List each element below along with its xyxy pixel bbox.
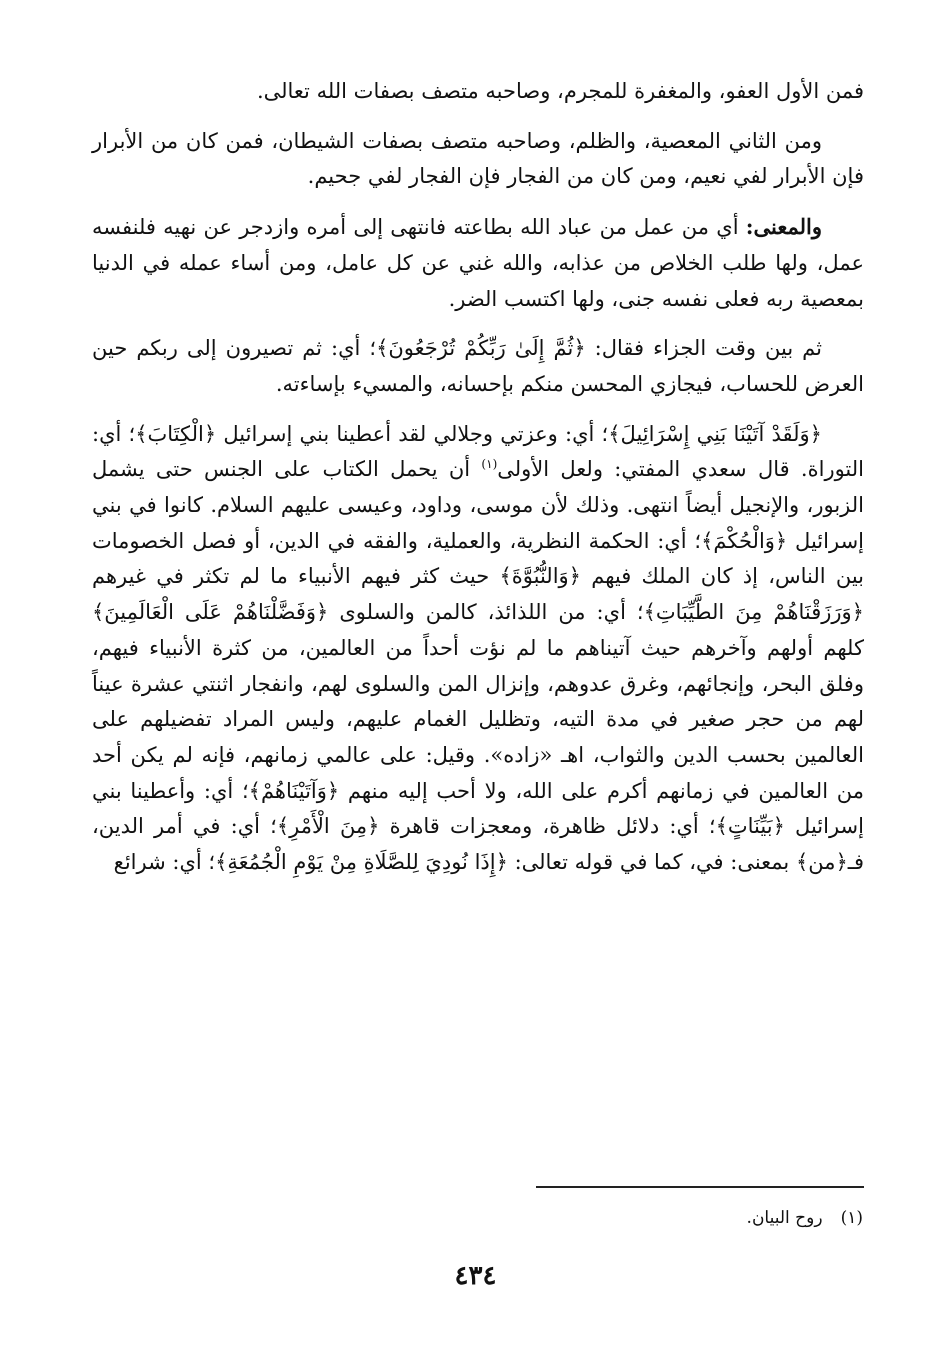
- paragraph-1: [92, 74, 864, 110]
- paragraph-3-text: أي من عمل من عباد الله بطاعته فانتهى إلى أمره وازدجر عن نهيه فلنفسه عمل، ولها طلب الخلاص من عذابه، والله غني عن كل عامل، ومن أساء عمله في الدنيا بمعصية ربه فعلى نفسه جنى، ولها اكتسب الضر.: [92, 215, 864, 311]
- paragraph-3-lead: والمعنى:: [745, 214, 822, 240]
- paragraph-5: [92, 417, 864, 881]
- paragraph-2-text: ومن الثاني المعصية، والظلم، وصاحبه متصف بصفات الشيطان، فمن كان من الأبرار فإن الأبرار لفي نعيم، ومن كان من الفجار فإن الفجار لفي جحيم.: [92, 128, 864, 189]
- paragraph-3: [92, 209, 864, 317]
- paragraph-4: [92, 331, 864, 402]
- footnote-text: روح البيان.: [746, 1208, 823, 1228]
- footnote-divider: [536, 1186, 864, 1188]
- footnote-marker: (١): [840, 1208, 863, 1228]
- footnote-reference-marker: (١): [481, 457, 498, 472]
- paragraph-2: [92, 124, 864, 195]
- paragraph-5-text-after-note: أن يحمل الكتاب على الجنس حتى يشمل الزبور، والإنجيل أيضاً انتهى. وذلك لأن موسى، وداود، وعيسى عليهم السلام. كانوا في بني إسرائيل ﴿وَالْحُكْمَ﴾؛ أي: الحكمة النظرية، والعملية، والفقه في الدين، أو فصل الخصومات بين الناس، إذ كان الملك فيهم ﴿وَالنُّبُوَّةَ﴾ حيث كثر فيهم الأنبياء ما لم تكثر في غيرهم ﴿وَرَزَقْنَاهُمْ مِنَ الطَّيِّبَاتِ﴾؛ أي: من اللذائذ، كالمن والسلوى ﴿وَفَضَّلْنَاهُمْ عَلَى الْعَالَمِينَ﴾ كلهم أولهم وآخرهم حيث آتيناهم ما لم نؤت أحداً من العالمين، من كثرة الأنبياء فيهم، وفلق البحر، وإنجائهم، وغرق عدوهم، وإنزال المن والسلوى لهم، وانفجار اثنتي عشرة عيناً لهم من حجر صغير في مدة التيه، وتظليل الغمام عليهم، وليس المراد تفضيلهم على العالمين بحسب الدين والثواب، اهـ «زاده». وقيل: على عالمي زمانهم، فإنه لم يكن أحد من العالمين في زمانهم أكرم على الله، ولا أحب إليه منهم ﴿وَآتَيْنَاهُمْ﴾؛ أي: وأعطينا بني إسرائيل ﴿بَيِّنَاتٍ﴾؛ أي: دلائل ظاهرة، ومعجزات قاهرة ﴿مِنَ الْأَمْرِ﴾؛ أي: في أمر الدين، فـ﴿من﴾ بمعنى: في، كما في قوله تعالى: ﴿إِذَا نُودِيَ لِلصَّلَاةِ مِنْ يَوْمِ الْجُمُعَةِ﴾؛ أي: شرائع: [92, 457, 864, 875]
- paragraph-1-text: فمن الأول العفو، والمغفرة للمجرم، وصاحبه متصف بصفات الله تعالى.: [256, 79, 864, 103]
- main-text-block: [92, 74, 864, 895]
- paragraph-5-text-before-note: ﴿وَلَقَدْ آتَيْنَا بَنِي إِسْرَائِيلَ﴾؛ أي: وعزتي وجلالي لقد أعطينا بني إسرائيل ﴿الْكِتَابَ﴾؛ أي: التوراة. قال سعدي المفتي: ولعل الأولى: [92, 421, 865, 482]
- paragraph-4-text: ثم بين وقت الجزاء فقال: ﴿ثُمَّ إِلَىٰ رَبِّكُمْ تُرْجَعُونَ﴾؛ أي: ثم تصيرون إلى ربكم حين العرض للحساب، فيجازي المحسن منكم بإحسانه، والمسيء بإساءته.: [92, 336, 864, 396]
- footnote: [747, 1204, 863, 1232]
- page-number: ٤٣٤: [454, 1261, 497, 1291]
